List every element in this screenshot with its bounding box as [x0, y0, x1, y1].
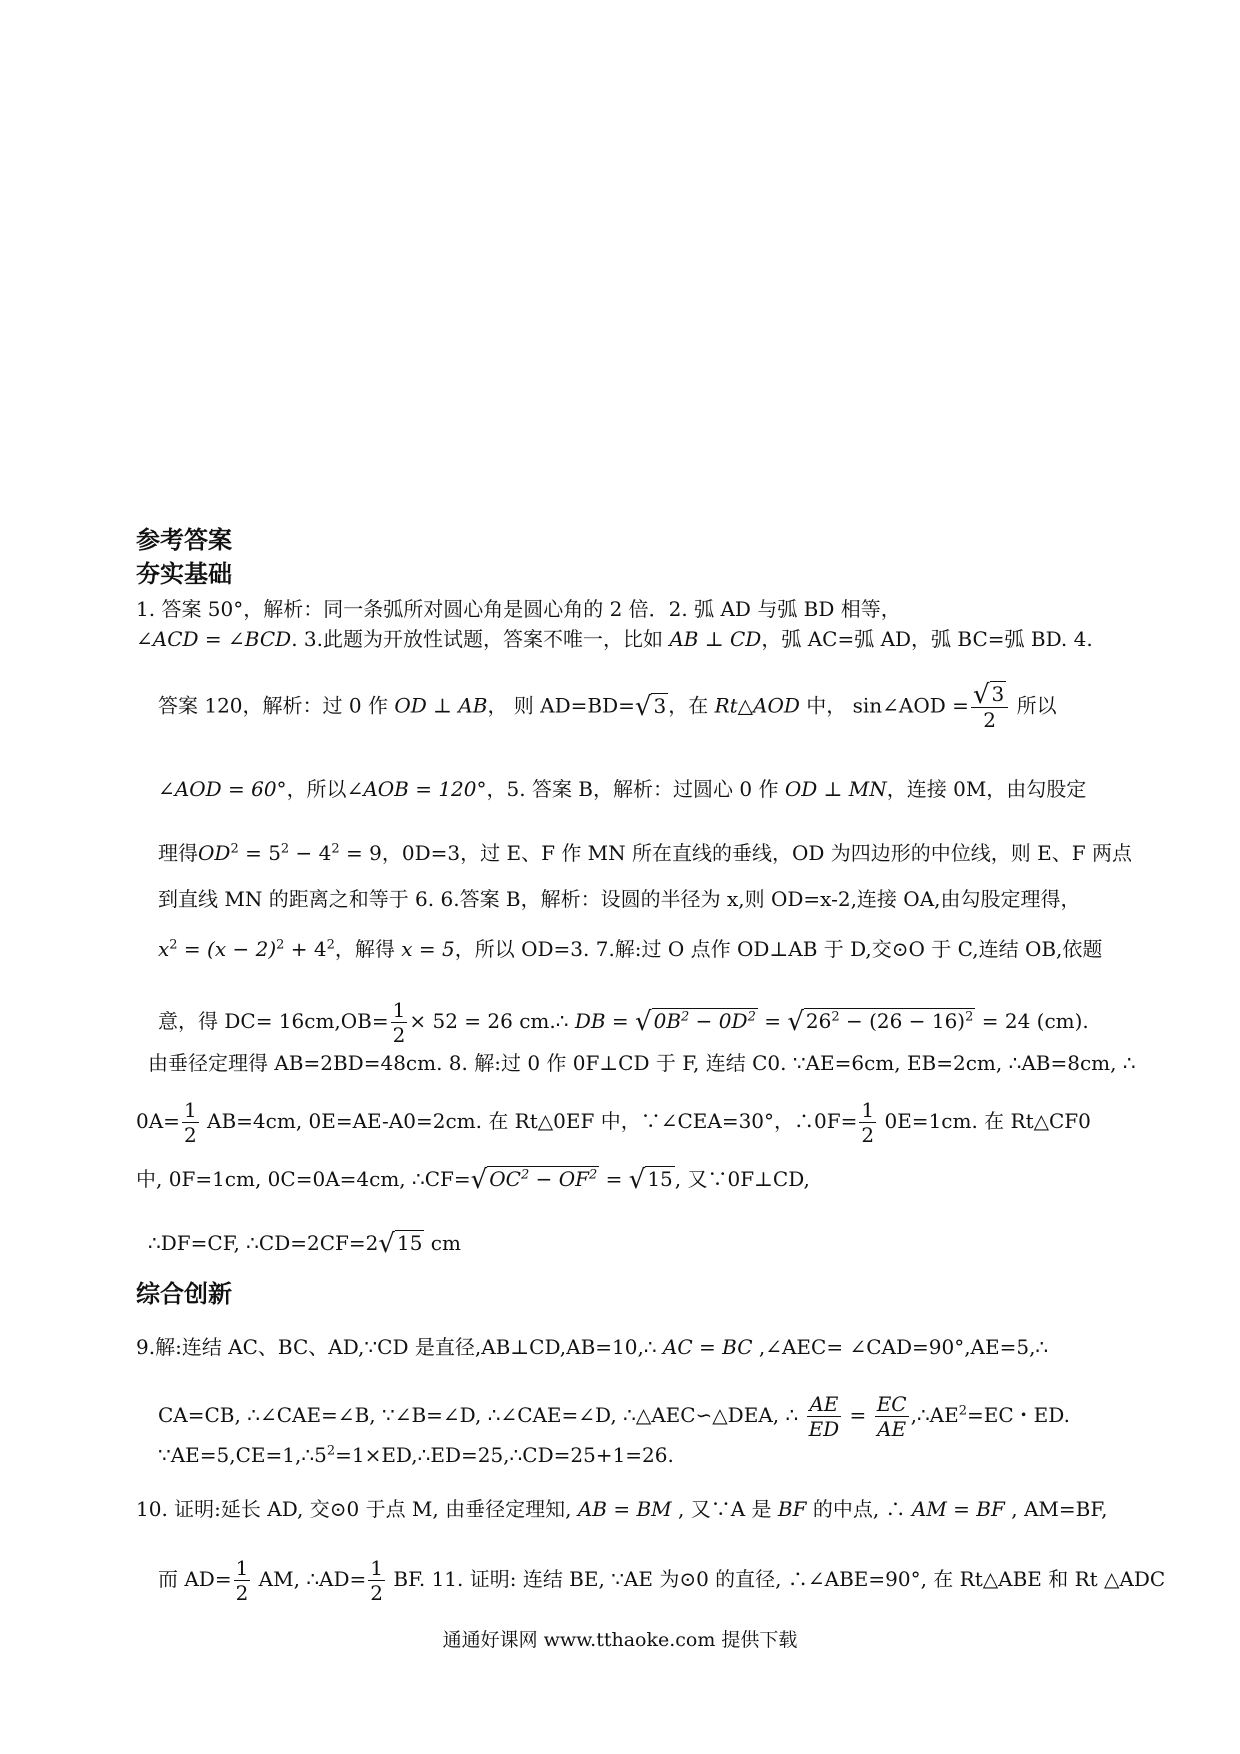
radicand: 15 [396, 1231, 423, 1255]
heading-answers: 参考答案 [136, 526, 232, 554]
math: Rt△AOD [714, 693, 800, 718]
denominator: 2 [235, 1581, 249, 1605]
sqrt: √ 15 [628, 1165, 673, 1195]
text: × 52 = 26 cm.∴ [409, 1009, 575, 1033]
fraction [182, 1098, 199, 1147]
numerator: 3 [991, 682, 1005, 706]
text: 0E=1cm. 在 Rt△CF0 [878, 1109, 1091, 1133]
text: AM, ∴AD= [252, 1567, 367, 1591]
radicand: 0B [653, 1009, 682, 1033]
denominator: ED [808, 1417, 840, 1441]
text: 理得 [158, 841, 198, 865]
answer-line [158, 886, 1081, 912]
math: = (x − 2) [177, 937, 277, 961]
text: ，弧 AC=弧 AD，弧 BC=弧 BD. 4. [761, 627, 1093, 651]
math: AM = BF [911, 1497, 1005, 1521]
text: AB=4cm, 0E=AE-A0=2cm. 在 Rt△0EF 中，∵∠CEA=30°，∴0F= [200, 1109, 858, 1133]
answer-line [136, 1496, 1107, 1522]
radicand: OC [489, 1167, 521, 1191]
text: 意，得 DC= 16cm,OB= [158, 1009, 389, 1033]
text: 由垂径定理得 AB=2BD=48cm. 8. 解:过 0 作 0F⊥CD 于 F, 连结 C0. ∵AE=6cm, EB=2cm, ∴AB=8cm, ∴ [148, 1051, 1136, 1075]
numerator: 1 [370, 1556, 384, 1580]
text: , AM=BF, [1004, 1497, 1108, 1521]
sqrt: √ 3 [634, 691, 667, 722]
math: x = 5 [401, 937, 455, 961]
denominator: 2 [183, 1123, 197, 1147]
math: BF [777, 1497, 807, 1521]
text: ∴DF=CF, ∴CD=2CF=2 [148, 1231, 379, 1255]
text: ∵AE=5,CE=1,∴5 [158, 1443, 327, 1467]
text: 中, 0F=1cm, 0C=0A=4cm, ∴CF= [136, 1167, 471, 1191]
answer-line [148, 1230, 461, 1257]
text: = 24 (cm). [975, 1009, 1089, 1033]
exponent: 2 [276, 937, 285, 953]
text: 1. 答案 50°，解析：同一条弧所对圆心角是圆心角的 2 倍．2. 弧 AD 与弧 BD 相等， [136, 597, 901, 621]
answer-line [136, 626, 1093, 652]
heading-basics: 夯实基础 [136, 560, 232, 588]
exponent: 2 [520, 1167, 530, 1183]
radicand: − OF [529, 1167, 589, 1191]
text: cm [424, 1231, 461, 1255]
answer-line [158, 840, 1132, 866]
exponent: 2 [326, 937, 335, 953]
text: ，0D=3，过 E、F 作 MN 所在直线的垂线，OD 为四边形的中位线，则 E、F 两点 [381, 841, 1132, 865]
numerator: 1 [235, 1556, 249, 1580]
denominator: 2 [370, 1581, 384, 1605]
exponent: 2 [326, 1443, 336, 1459]
fraction [859, 1098, 876, 1147]
math: OD ⊥ AB [394, 693, 488, 718]
math: ∠ACD = ∠BCD [136, 627, 292, 651]
sqrt: √ $26^2 - (26 - 16)^2$ [787, 1007, 974, 1037]
radicand: − (26 − 16) [839, 1009, 966, 1033]
sqrt: √ $OC^2 - OF^2$ [470, 1165, 598, 1195]
denominator: 2 [392, 1023, 406, 1047]
math: + 4 [284, 937, 327, 961]
text: ，5. 答案 B，解析：过圆心 0 作 [486, 777, 785, 801]
denominator: 2 [971, 707, 1008, 732]
text: 10. 证明:延长 AD, 交⊙0 于点 M, 由垂径定理知, [136, 1497, 578, 1521]
answer-line [158, 998, 1089, 1047]
exponent: 2 [280, 841, 290, 857]
text: 答案 120，解析：过 0 作 [158, 693, 395, 718]
math: DB = [574, 1009, 636, 1033]
math: − 4 [289, 841, 332, 865]
text: ，连接 0M，由勾股定 [886, 777, 1087, 801]
text: 9.解:连结 AC、BC、AD,∵CD 是直径,AB⊥CD,AB=10,∴ [136, 1335, 663, 1359]
text: ，在 [668, 693, 715, 718]
fraction [391, 998, 408, 1047]
numerator: 1 [183, 1098, 197, 1122]
answer-line [158, 776, 1086, 802]
exponent: 2 [965, 1009, 974, 1025]
exponent: 2 [588, 1167, 598, 1183]
denominator: 2 [861, 1123, 875, 1147]
text: ,∴AE [910, 1403, 959, 1427]
math: x [158, 937, 170, 961]
answer-line [136, 1098, 1091, 1147]
text: 到直线 MN 的距离之和等于 6. 6.答案 B，解析：设圆的半径为 x,则 OD=x-2,连接 OA,由勾股定理得， [158, 887, 1081, 911]
exponent: 2 [681, 1009, 690, 1025]
text: 的中点, ∴ [806, 1497, 912, 1521]
text: 而 AD= [158, 1567, 232, 1591]
text: 所以 [1010, 693, 1057, 718]
numerator: 1 [392, 998, 406, 1022]
sqrt: √ 15 [378, 1229, 423, 1259]
math: AB = BM [577, 1497, 672, 1521]
fraction [807, 1392, 842, 1441]
answer-line [158, 682, 1057, 732]
answer-line [136, 1334, 1048, 1360]
fraction [875, 1392, 909, 1441]
math: ∠AOD = 60° [158, 777, 287, 801]
text: BF. 11. 证明: 连结 BE, ∵AE 为⊙0 的直径, ∴∠ABE=90°, 在 Rt△ABE 和 Rt △ADC [387, 1567, 1166, 1591]
fraction [234, 1556, 251, 1605]
math: OD [198, 841, 231, 865]
answer-line [158, 936, 1102, 962]
answer-line [148, 1050, 1136, 1076]
radicand: 3 [653, 693, 667, 718]
text: , 又∵0F⊥CD, [674, 1167, 810, 1191]
text: , 又∵A 是 [671, 1497, 778, 1521]
text: 中， sin∠AOD = [799, 693, 969, 718]
text: 0A= [136, 1109, 180, 1133]
radicand: 15 [647, 1167, 673, 1191]
math: = [757, 1009, 788, 1033]
math: = 5 [238, 841, 281, 865]
radicand: − 0D [689, 1009, 748, 1033]
answer-line [158, 1392, 1070, 1441]
sqrt: √ $0B^2 - 0D^2$ [635, 1007, 756, 1037]
math: = 9 [339, 841, 382, 865]
math: ∠AOB = 120° [346, 777, 487, 801]
numerator: AE [809, 1392, 839, 1416]
text: ，所以 [286, 777, 347, 801]
math: AB ⊥ CD [669, 627, 762, 651]
answer-line [158, 1442, 674, 1468]
answer-line [136, 596, 901, 622]
text: . 3.此题为开放性试题，答案不唯一，比如 [291, 627, 670, 651]
math: AC = BC [662, 1335, 753, 1359]
exponent: 2 [331, 841, 340, 857]
text: ,∠AEC= ∠CAD=90°,AE=5,∴ [752, 1335, 1049, 1359]
exponent: 2 [747, 1009, 756, 1025]
radicand: 26 [805, 1009, 832, 1033]
numerator: 1 [861, 1098, 875, 1122]
exponent: 2 [230, 841, 239, 857]
text: ，所以 OD=3. 7.解:过 O 点作 OD⊥AB 于 D,交⊙O 于 C,连结 OB,依题 [454, 937, 1103, 961]
exponent: 2 [169, 937, 178, 953]
denominator: AE [875, 1416, 909, 1441]
math: = [599, 1167, 629, 1191]
text: =1×ED,∴ED=25,∴CD=25+1=26. [335, 1443, 674, 1467]
page-footer: 通通好课网 www.tthaoke.com 提供下载 [442, 1629, 798, 1651]
math: = [843, 1403, 873, 1427]
text: CA=CB, ∴∠CAE=∠B, ∵∠B=∠D, ∴∠CAE=∠D, ∴△AEC∽△DEA, ∴ [158, 1403, 805, 1427]
text: ， 则 AD=BD= [487, 693, 635, 718]
text: ，解得 [334, 937, 402, 961]
fraction: $\frac{√ 3}{2}$ [971, 682, 1008, 732]
fraction [368, 1556, 385, 1605]
exponent: 2 [831, 1009, 840, 1025]
heading-innovation: 综合创新 [136, 1280, 232, 1308]
exponent: 2 [958, 1403, 967, 1419]
math: OD ⊥ MN [784, 777, 887, 801]
numerator: EC [876, 1392, 907, 1416]
answer-line [158, 1556, 1165, 1605]
text: =EC・ED. [967, 1403, 1070, 1427]
answer-line [136, 1166, 810, 1193]
